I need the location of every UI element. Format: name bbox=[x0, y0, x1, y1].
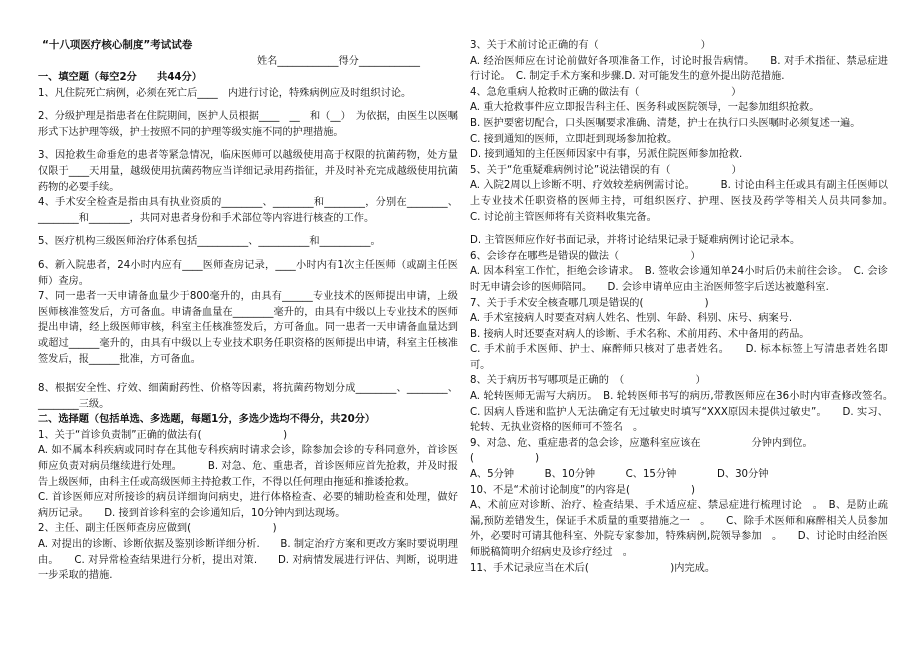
choice-question-7-option-a: A. 手术室接病人时要查对病人姓名、性别、年龄、科别、床号、病案号. bbox=[470, 313, 793, 325]
choice-question-7-option-b: B. 接病人时还要查对病人的诊断、手术名称、术前用药、术中备用的药品。 bbox=[470, 328, 810, 340]
choice-question-6-options: A. 因本科室工作忙，拒绝会诊请求。 B. 签收会诊通知单24小时后仍未前往会诊。 C. 会诊时无申请会诊的医师陪同。 D. 会诊申请单应由主治医师签字后送达被邀科室. bbox=[470, 266, 888, 293]
exam-title: “十八项医疗核心制度”考试试卷 bbox=[42, 39, 193, 51]
left-column bbox=[38, 70, 458, 584]
question-5: 5、医疗机构三级医师治疗体系包括__________、__________和__________。 bbox=[38, 236, 381, 248]
choice-question-9: 9、对急、危、重症患者的急会诊，应邀科室应该在 分钟内到位。 bbox=[470, 437, 813, 449]
choice-question-2: 2、主任、副主任医师查房应做到( ) bbox=[38, 523, 277, 535]
question-4: 4、手术安全检查是指由具有执业资质的________、________和________，分别在________、________和________，共同对患者身份和手术部位等内容进行核查的工作。 bbox=[38, 197, 458, 224]
choice-question-1-options-cd: C. 首诊医师应对所接诊的病员详细询问病史，进行体格检查、必要的辅助检查和处理，做好病历记录。 D. 接到首诊科室的会诊通知后，10分钟内到达现场。 bbox=[38, 492, 458, 519]
choice-question-2-options: A. 对提出的诊断、诊断依据及鉴别诊断详细分析. B. 制定治疗方案和更改方案时要说明理由。 C. 对异常检查结果进行分析，提出对策. D. 对病情发展进行评估、判断，说明进一步采取的措施. bbox=[38, 539, 458, 582]
choice-question-4: 4、急危重病人抢救时正确的做法有（ ） bbox=[470, 86, 742, 98]
choice-question-6: 6、会诊存在哪些是错误的做法（ ） bbox=[470, 250, 701, 262]
choice-question-5-option-d: D. 主管医师应作好书面记录，并将讨论结果记录于疑难病例讨论记录本。 bbox=[470, 235, 801, 247]
choice-question-9-options: A、5分钟 B、10分钟 C、15分钟 D、30分钟 bbox=[470, 469, 769, 481]
name-score-line: 姓名____________得分____________ bbox=[257, 56, 420, 67]
question-1: 1、凡住院死亡病例，必须在死亡后____ 内进行讨论，特殊病例应及时组织讨论。 bbox=[38, 87, 412, 99]
choice-question-7-options-cd: C. 手术前手术医师、护士、麻醉师只核对了患者姓名。 D. 标本标签上写清患者姓名即可。 bbox=[470, 344, 888, 371]
choice-question-5: 5、关于“危重疑难病例讨论”说法错误的有（ ） bbox=[470, 164, 742, 176]
choice-question-4-option-b: B. 医护要密切配合，口头医嘱要求准确、清楚，护士在执行口头医嘱时必须复述一遍。 bbox=[470, 117, 861, 129]
choice-question-7: 7、关于手术安全核查哪几项是错误的( ) bbox=[470, 297, 709, 309]
choice-question-9-blank: ( ) bbox=[470, 453, 540, 465]
choice-question-10: 10、不是“术前讨论制度”的内容是( ) bbox=[470, 484, 696, 496]
choice-question-4-option-d: D. 接到通知的主任医师因家中有事，另派住院医师参加抢救. bbox=[470, 149, 743, 161]
question-6: 6、新入院患者，24小时内应有____医师查房记录，____小时内有1次主任医师（或副主任医师）查房。 bbox=[38, 259, 458, 287]
choice-question-1: 1、关于“首诊负责制”正确的做法有( ) bbox=[38, 429, 288, 441]
question-3: 3、因抢救生命垂危的患者等紧急情况，临床医师可以越级使用高于权限的抗菌药物，处方量仅限于____天用量，越级使用抗菌药物应当详细记录用药指征，并及时补充完成越级使用抗菌药物的必要手续。 bbox=[38, 150, 458, 193]
choice-question-8-options: A. 轮转医师无需写大病历。 B. 轮转医师书写的病历,带教医师应在36小时内审查修改签名。 C. 因病人昏迷和监护人无法确定有无过敏史时填写“XXX原因未提供过敏史”。 D. 实习、轮转、无执业资格的医师可不签名 。 bbox=[470, 391, 899, 434]
choice-question-3-options: A. 经治医师应在讨论前做好各项准备工作，讨论时报告病情。 B. 对手术指征、禁忌症进行讨论。 C. 制定手术方案和步骤.D. 对可能发生的意外提出防范措施. bbox=[470, 55, 888, 83]
choice-question-11: 11、手术记录应当在术后( )内完成。 bbox=[470, 562, 716, 574]
section-fill-blank-heading: 一、填空题（每空2分 共44分） bbox=[38, 72, 202, 83]
right-column bbox=[470, 38, 909, 576]
question-2: 2、分级护理是指患者在住院期间，医护人员根据____ __ 和（__） 为依据，由医生以医嘱形式下达护理等级，护士按照不同的护理等级实施不同的护理措施。 bbox=[38, 111, 458, 138]
choice-question-4-option-c: C. 接到通知的医师，立即赶到现场参加抢救。 bbox=[470, 133, 678, 145]
question-8: 8、根据安全性、疗效、细菌耐药性、价格等因素，将抗菌药物划分成________、________、________三级。 bbox=[38, 383, 458, 410]
choice-question-8: 8、关于病历书写哪项是正确的 （ ） bbox=[470, 375, 706, 387]
choice-question-5-options: A. 入院2周以上诊断不明、疗效较差病例需讨论。 B. 讨论由科主任或具有副主任医师以上专业技术任职资格的医师主持，可组织医疗、护理、医技及药学等相关人员共同参加。 C. 讨论前主管医师将有关资料收集完备。 bbox=[470, 180, 909, 223]
choice-question-4-option-a: A. 重大抢救事件应立即报告科主任、医务科或医院领导，一起参加组织抢救。 bbox=[470, 102, 820, 114]
section-choice-heading: 二、选择题（包括单选、多选题，每题1分，多选少选均不得分，共20分） bbox=[38, 414, 376, 426]
question-7: 7、同一患者一天申请备血量少于800毫升的，由具有______专业技术的医师提出申请，上级医师核准签发后，方可备血。申请备血量在________毫升的，由具有中级以上专业技术的医师提出申请，经上级医师审核，科室主任核准签发后，方可备血。同一患者一天申请备血量达到或超过______毫升的，由具有中级以上专业技术职务任职资格的医师提出申请，科室主任核准签发后，报______批准，方可备血。 bbox=[38, 291, 458, 365]
choice-question-1-options-ab: A. 如不属本科疾病或同时存在其他专科疾病时请求会诊，除参加会诊的专科同意外，首诊医师应负责对病员继续进行处理。 B. 对急、危、重患者，首诊医师应首先抢救，并及时报告上级医师，由科主任或高级医师主持抢救工作，不得以任何理由拖延和推诿抢救。 bbox=[38, 445, 458, 488]
choice-question-3: 3、关于术前讨论正确的有（ ） bbox=[470, 40, 711, 51]
choice-question-10-options: A、术前应对诊断、治疗、检查结果、手术适应症、禁忌症进行梳理讨论 。 B、是防止疏漏,预防差错发生，保证手术质量的重要措施之一 。 C、除手术医师和麻醉相关人员参加外，必要时可请其他科室、外院专家参加，特殊病例,院领导参加 。 D、讨论时由经治医师脱稿简明介绍病史及诊疗经过 。 bbox=[470, 500, 888, 558]
